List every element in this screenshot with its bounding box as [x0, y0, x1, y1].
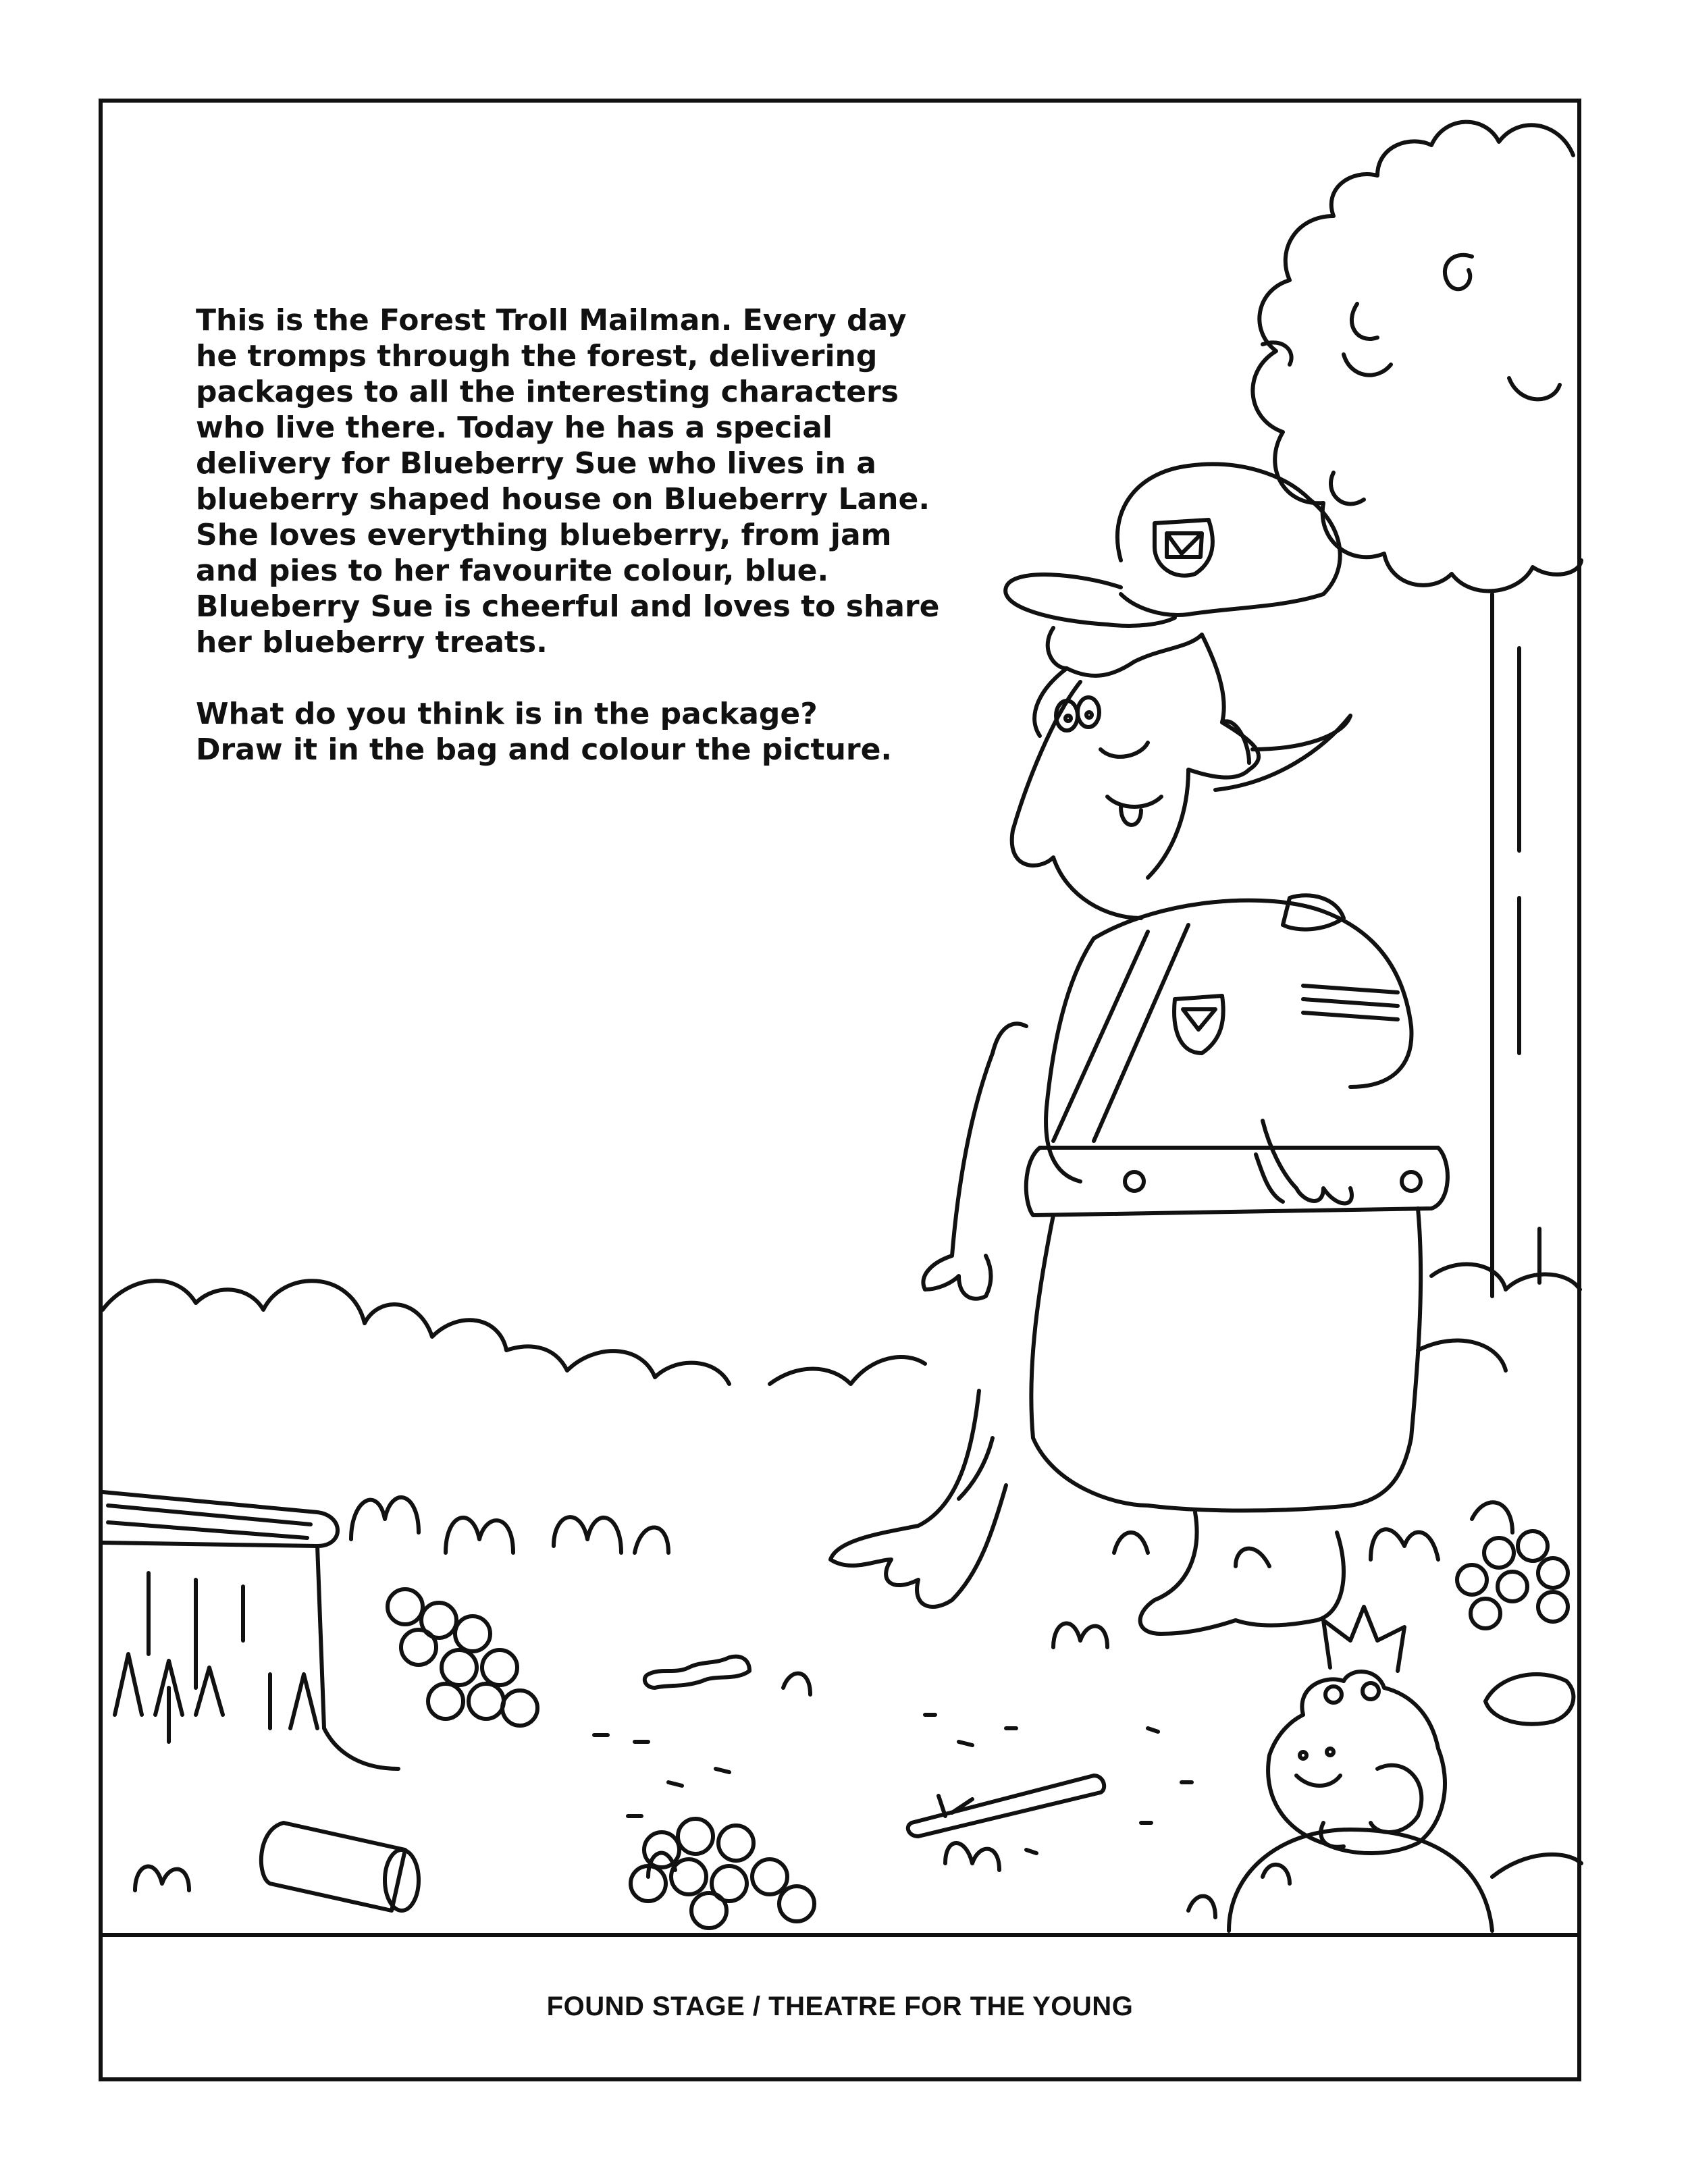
tree-stump [103, 1492, 398, 1769]
footer-divider [99, 1933, 1581, 1937]
story-line: her blueberry treats. [196, 625, 548, 660]
story-line: delivery for Blueberry Sue who lives in a [196, 446, 876, 481]
story-text [196, 302, 939, 768]
story-paragraph-intro [196, 302, 939, 660]
worm [645, 1657, 749, 1688]
paragraph-spacer [196, 660, 939, 696]
prompt-line: What do you think is in the package? [196, 697, 818, 731]
background-bushes [103, 1264, 1580, 1384]
flower-cluster-bottom [631, 1819, 814, 1928]
tree-trunk [1492, 594, 1539, 1296]
story-paragraph-prompt [196, 696, 939, 768]
flower-cluster-right [1457, 1531, 1568, 1628]
log [261, 1823, 419, 1911]
stick [908, 1776, 1104, 1836]
tree-canopy [1252, 122, 1581, 591]
story-line: packages to all the interesting characters [196, 375, 899, 409]
flower-cluster-left [388, 1589, 537, 1726]
story-line: This is the Forest Troll Mailman. Every day [196, 303, 907, 338]
story-line: Blueberry Sue is cheerful and loves to share [196, 589, 940, 624]
story-line: She loves everything blueberry, from jam [196, 518, 892, 552]
story-line: he tromps through the forest, delivering [196, 339, 878, 373]
story-line: who live there. Today he has a special [196, 410, 833, 445]
prompt-line: Draw it in the bag and colour the picture. [196, 733, 893, 767]
flower-clusters [388, 1531, 1568, 1928]
rocks [1229, 1674, 1581, 1931]
story-line: and pies to her favourite colour, blue. [196, 554, 829, 588]
frog-prince [1268, 1607, 1445, 1853]
story-line: blueberry shaped house on Blueberry Lane. [196, 482, 930, 516]
footer-credit: FOUND STAGE / THEATRE FOR THE YOUNG [546, 1992, 1134, 2021]
